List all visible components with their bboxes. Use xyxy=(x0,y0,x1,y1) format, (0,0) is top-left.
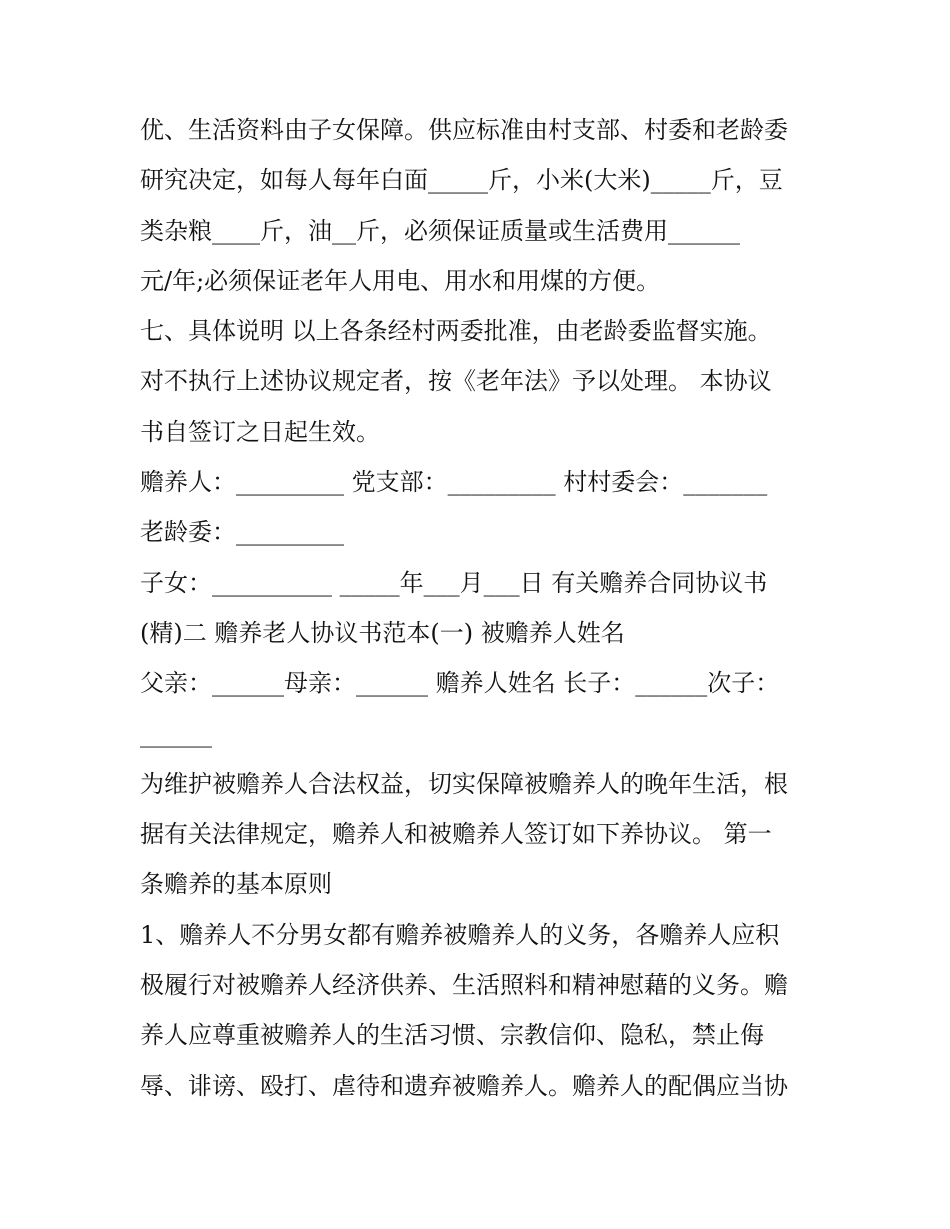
text-line: 研究决定，如每人每年白面_____斤，小米(大米)_____斤，豆 xyxy=(140,166,783,195)
text-line: ______ xyxy=(140,719,212,748)
text-line: 据有关法律规定，赡养人和被赡养人签订如下养协议。 第一 xyxy=(140,820,772,849)
text-line: 元/年;必须保证老年人用电、用水和用煤的方便。 xyxy=(140,266,661,295)
text-line: 为维护被赡养人合法权益，切实保障被赡养人的晚年生活，根 xyxy=(140,769,788,798)
text-line: 书自签订之日起生效。 xyxy=(140,417,380,446)
text-line: 类杂粮____斤，油__斤，必须保证质量或生活费用______ xyxy=(140,216,740,245)
text-line: 子女：__________ _____年___月___日 有关赡养合同协议书 xyxy=(140,568,768,597)
document-body xyxy=(140,105,820,1111)
text-line: 极履行对被赡养人经济供养、生活照料和精神慰藉的义务。赡 xyxy=(140,971,788,1000)
text-line: 父亲：______母亲：______ 赡养人姓名 长子：______次子： xyxy=(140,669,780,698)
text-line: 对不执行上述协议规定者，按《老年法》予以处理。 本协议 xyxy=(140,367,772,396)
text-line: 七、具体说明 以上各条经村两委批准，由老龄委监督实施。 xyxy=(140,317,772,346)
text-line: 优、生活资料由子女保障。供应标准由村支部、村委和老龄委 xyxy=(140,116,788,144)
text-line: 老龄委：_________ xyxy=(140,518,344,547)
text-line: 养人应尊重被赡养人的生活习惯、宗教信仰、隐私，禁止侮 xyxy=(140,1021,764,1050)
text-line: 赡养人：_________ 党支部：_________ 村村委会：_______ xyxy=(140,468,768,497)
text-line: 1、赡养人不分男女都有赡养被赡养人的义务，各赡养人应积 xyxy=(140,920,780,949)
text-line: (精)二 赡养老人协议书范本(一) 被赡养人姓名 xyxy=(140,618,625,647)
text-line: 条赡养的基本原则 xyxy=(140,870,332,899)
text-line: 辱、诽谤、殴打、虐待和遗弃被赡养人。赡养人的配偶应当协 xyxy=(140,1071,788,1100)
